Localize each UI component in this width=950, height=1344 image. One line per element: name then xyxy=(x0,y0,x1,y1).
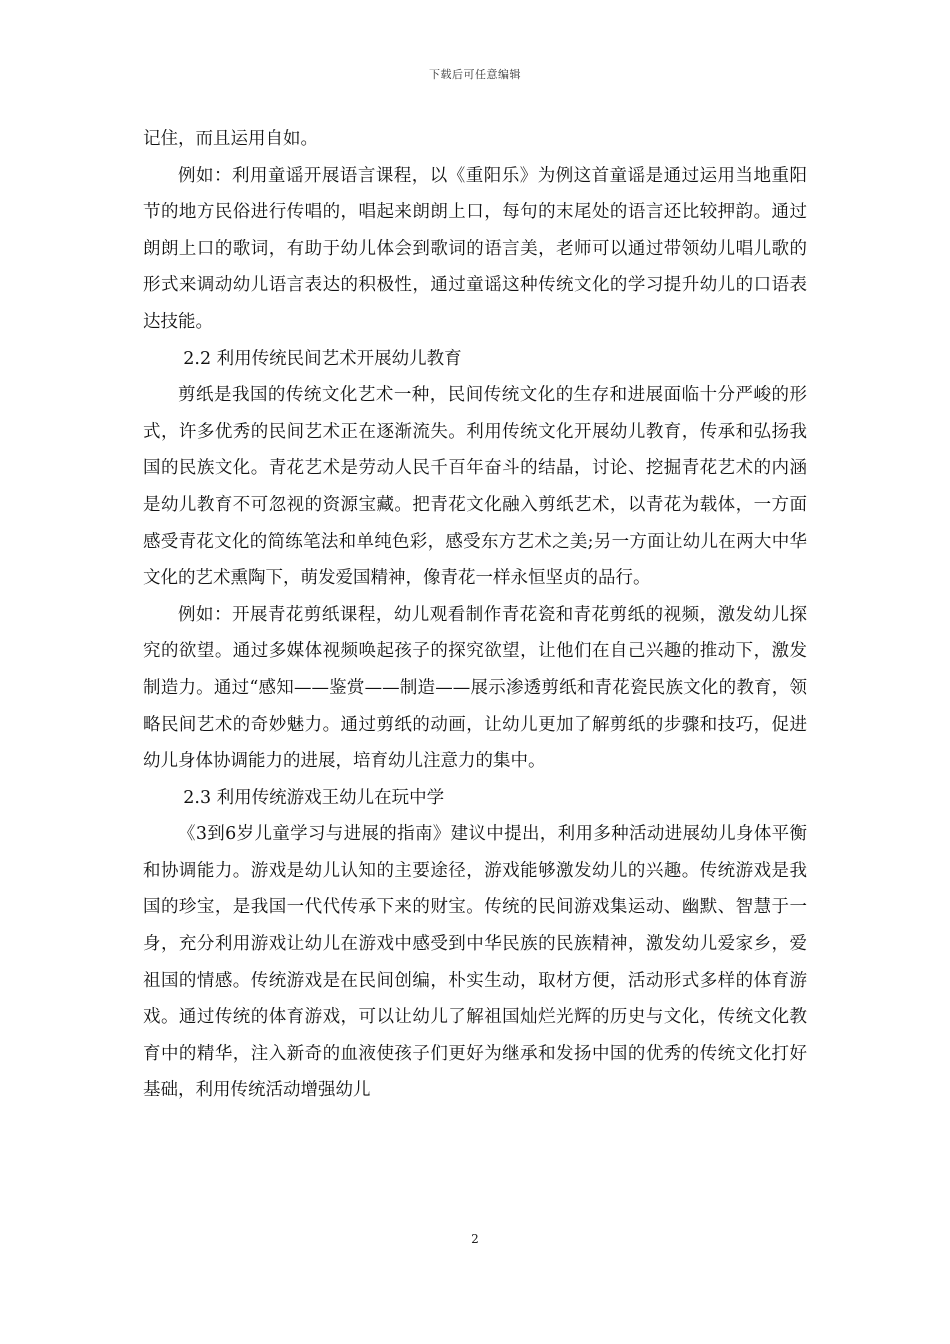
page-number: 2 xyxy=(471,1232,479,1246)
section-heading: 2.3 利用传统游戏王幼儿在玩中学 xyxy=(183,787,445,808)
paragraph: 例如：利用童谣开展语言课程，以《重阳乐》为例这首童谣是通过运用当地重阳节的地方民俗进行传唱的，唱起来朗朗上口，每句的末尾处的语言还比较押韵。通过朗朗上口的歌词，有助于幼儿体会到歌词的语言美，老师可以通过带领幼儿唱儿歌的形式来调动幼儿语言表达的积极性，通过童谣这种传统文化的学习提升幼儿的口语表达技能。 xyxy=(143,165,807,332)
paragraph: 例如：开展青花剪纸课程，幼儿观看制作青花瓷和青花剪纸的视频，激发幼儿探究的欲望。通过多媒体视频唤起孩子的探究欲望，让他们在自己兴趣的推动下，激发制造力。通过“感知——鉴赏——制造——展示渗透剪纸和青花瓷民族文化的教育，领略民间艺术的奇妙魅力。通过剪纸的动画，让幼儿更加了解剪纸的步骤和技巧，促进幼儿身体协调能力的进展，培育幼儿注意力的集中。 xyxy=(143,604,807,772)
paragraph: 剪纸是我国的传统文化艺术一种，民间传统文化的生存和进展面临十分严峻的形式，许多优秀的民间艺术正在逐渐流失。利用传统文化开展幼儿教育，传承和弘扬我国的民族文化。青花艺术是劳动人民千百年奋斗的结晶，讨论、挖掘青花艺术的内涵是幼儿教育不可忽视的资源宝藏。把青花文化融入剪纸艺术，以青花为载体，一方面感受青花文化的简练笔法和单纯色彩，感受东方艺术之美;另一方面让幼儿在两大中华文化的艺术熏陶下，萌发爱国精神，像青花一样永恒坚贞的品行。 xyxy=(143,385,807,589)
paragraph: 《3到6岁儿童学习与进展的指南》建议中提出，利用多种活动进展幼儿身体平衡和协调能力。游戏是幼儿认知的主要途径，游戏能够激发幼儿的兴趣。传统游戏是我国的珍宝，是我国一代代传承下来的财宝。传统的民间游戏集运动、幽默、智慧于一身，充分利用游戏让幼儿在游戏中感受到中华民族的民族精神，激发幼儿爱家乡，爱祖国的情感。传统游戏是在民间创编，朴实生动，取材方便，活动形式多样的体育游戏。通过传统的体育游戏，可以让幼儿了解祖国灿烂光辉的历史与文化，传统文化教育中的精华，注入新奇的血液使孩子们更好为继承和发扬中国的优秀的传统文化打好基础，利用传统活动增强幼儿 xyxy=(143,824,807,1101)
section-heading: 2.2 利用传统民间艺术开展幼儿教育 xyxy=(183,348,462,369)
document-body xyxy=(143,121,807,1109)
page-header: 下载后可任意编辑 xyxy=(429,68,521,81)
paragraph: 记住，而且运用自如。 xyxy=(143,129,318,149)
